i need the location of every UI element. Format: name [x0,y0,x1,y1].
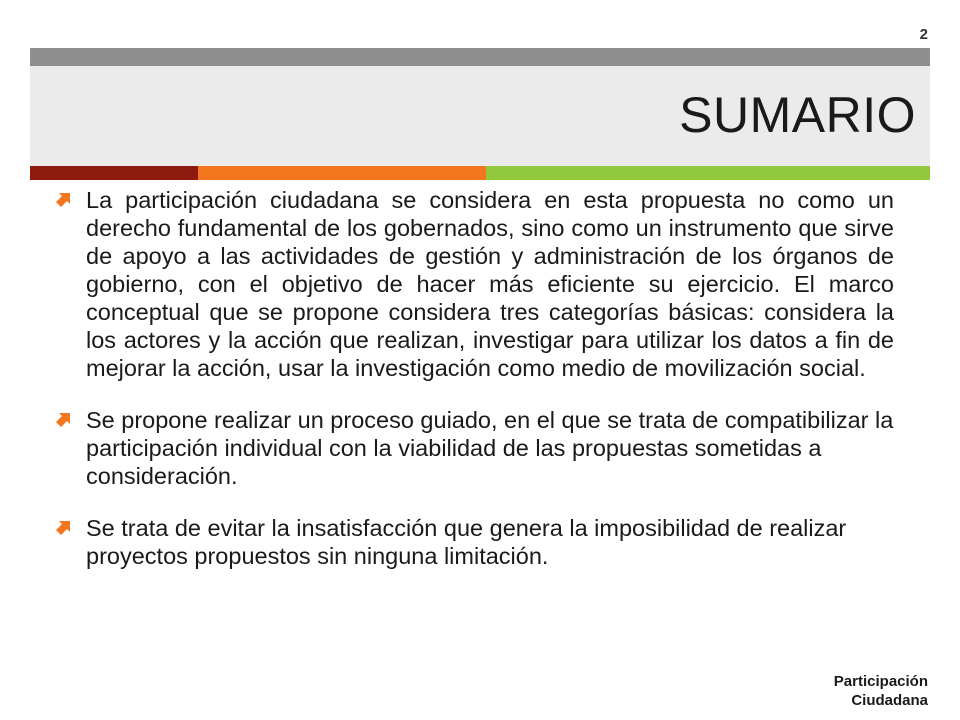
bullet-list [52,186,894,594]
page-number: 2 [919,26,928,43]
upward-arrow-bullet-icon [56,411,72,427]
top-bar [30,48,930,66]
title-band [30,66,930,166]
footer-line-1: Participación [833,673,928,690]
upward-arrow-bullet-icon [56,191,72,207]
accent-segment-green [486,166,930,180]
upward-arrow-bullet-icon [56,519,72,535]
accent-segment-red [30,166,198,180]
accent-segment-orange [198,166,486,180]
bullet-item [52,186,894,382]
bullet-text: Se propone realizar un proceso guiado, en el que se trata de compatibilizar la participación individual con la viabilidad de las propuestas sometidas a consideración. [86,407,894,489]
bullet-text: Se trata de evitar la insatisfacción que genera la imposibilidad de realizar proyectos propuestos sin ninguna limitación. [86,515,847,569]
bullet-item [52,406,894,490]
bullet-item [52,514,894,570]
accent-bar [30,166,930,180]
footer-line-2: Ciudadana [851,692,928,709]
bullet-text: La participación ciudadana se considera en esta propuesta no como un derecho fundamental de los gobernados, sino como un instrumento que sirve de apoyo a las actividades de gestión y administración de los órganos de gobierno, con el objetivo de hacer más eficiente su ejercicio. El marco conceptual que se propone considera tres categorías básicas: considera la los actores y la acción que realizan, investigar para utilizar los datos a fin de mejorar la acción, usar la investigación como medio de movilización social. [86,187,894,381]
slide-title: SUMARIO [679,87,916,143]
footer [834,672,928,710]
